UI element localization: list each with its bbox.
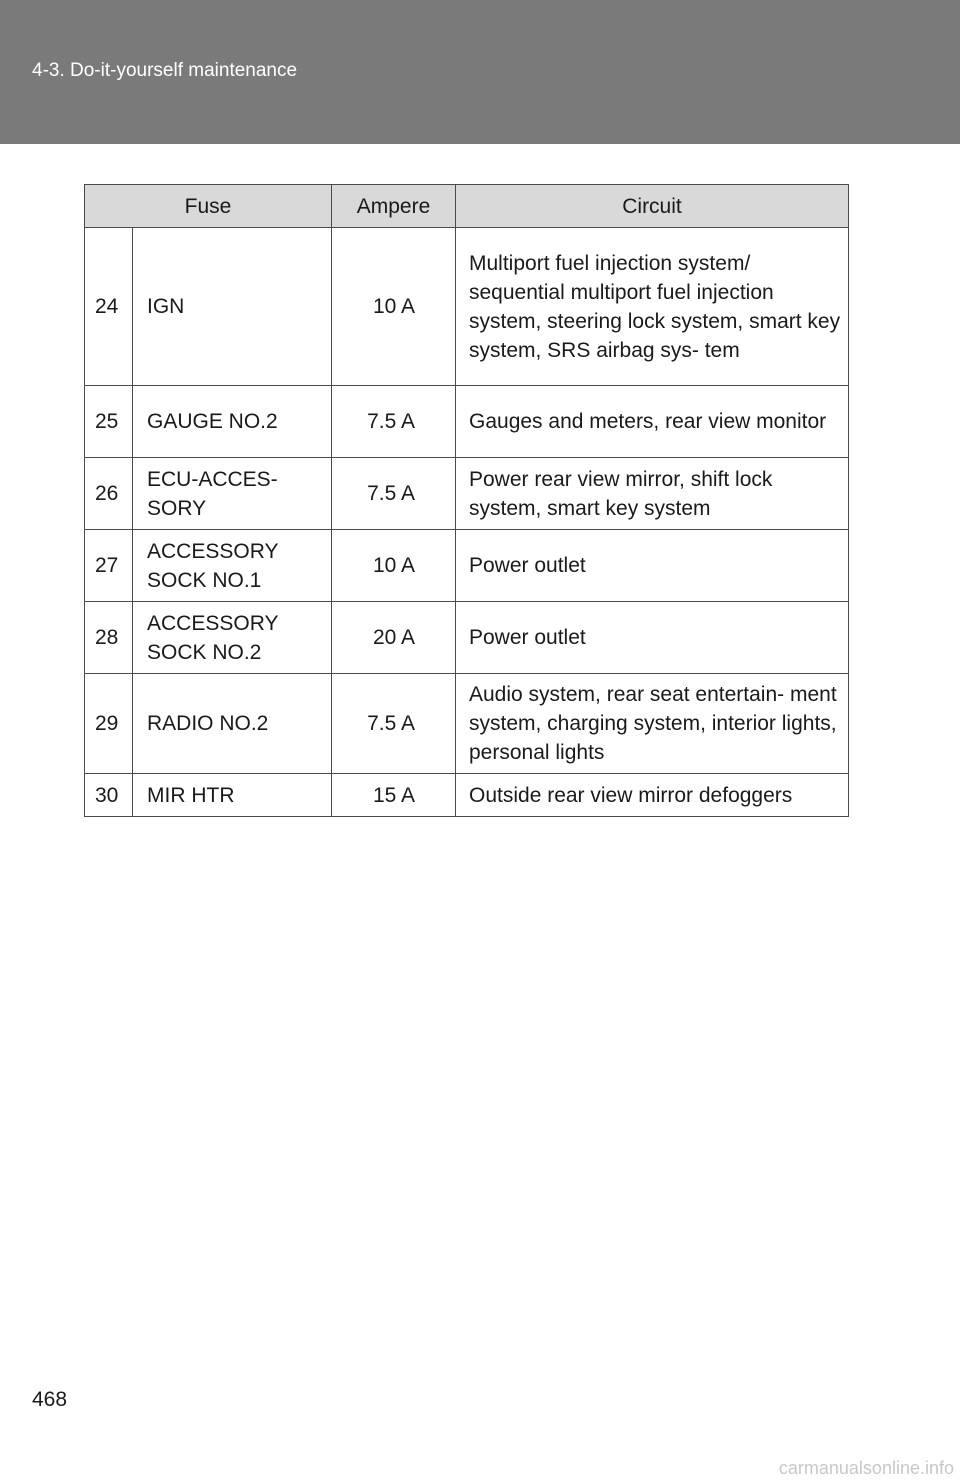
fuse-number: 28 [85, 602, 133, 674]
header-fuse: Fuse [85, 185, 332, 228]
fuse-number: 26 [85, 458, 133, 530]
fuse-circuit: Power outlet [456, 602, 849, 674]
table-row [85, 674, 849, 774]
table-header-row [85, 185, 849, 228]
section-title: 4-3. Do-it-yourself maintenance [32, 60, 298, 81]
fuse-table [84, 184, 849, 817]
fuse-circuit: Gauges and meters, rear view monitor [456, 386, 849, 458]
fuse-number: 24 [85, 228, 133, 386]
table-row [85, 386, 849, 458]
fuse-name: ACCESSORY SOCK NO.1 [133, 530, 332, 602]
fuse-ampere: 20 A [332, 602, 456, 674]
page-number: 468 [32, 1388, 68, 1411]
fuse-circuit: Power outlet [456, 530, 849, 602]
fuse-circuit: Power rear view mirror, shift lock system, smart key system [456, 458, 849, 530]
fuse-circuit: Outside rear view mirror defoggers [456, 774, 849, 817]
fuse-number: 27 [85, 530, 133, 602]
table-row [85, 530, 849, 602]
fuse-name: GAUGE NO.2 [133, 386, 332, 458]
table-row [85, 228, 849, 386]
fuse-ampere: 15 A [332, 774, 456, 817]
fuse-name: RADIO NO.2 [133, 674, 332, 774]
fuse-ampere: 7.5 A [332, 386, 456, 458]
fuse-ampere: 10 A [332, 228, 456, 386]
fuse-name: MIR HTR [133, 774, 332, 817]
fuse-name: IGN [133, 228, 332, 386]
fuse-number: 30 [85, 774, 133, 817]
fuse-number: 29 [85, 674, 133, 774]
table-row [85, 458, 849, 530]
fuse-circuit: Audio system, rear seat entertain- ment system, charging system, interior lights, personal lights [456, 674, 849, 774]
fuse-number: 25 [85, 386, 133, 458]
table-row [85, 774, 849, 817]
watermark: carmanualsonline.info [778, 1458, 954, 1478]
header-circuit: Circuit [456, 185, 849, 228]
fuse-ampere: 10 A [332, 530, 456, 602]
fuse-ampere: 7.5 A [332, 458, 456, 530]
header-ampere: Ampere [332, 185, 456, 228]
table-row [85, 602, 849, 674]
fuse-name: ACCESSORY SOCK NO.2 [133, 602, 332, 674]
fuse-ampere: 7.5 A [332, 674, 456, 774]
fuse-circuit: Multiport fuel injection system/ sequential multiport fuel injection system, steering lock system, smart key system, SRS airbag sys- tem [456, 228, 849, 386]
header-band [0, 0, 960, 144]
fuse-name: ECU-ACCES- SORY [133, 458, 332, 530]
